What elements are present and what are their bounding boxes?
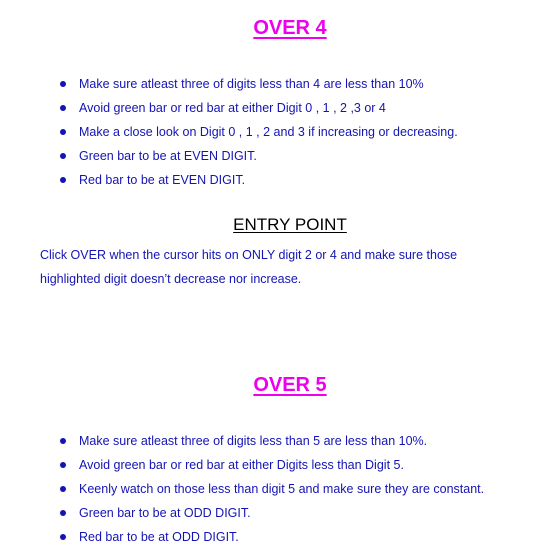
list-item (60, 72, 458, 96)
bullet-icon (60, 81, 66, 87)
bullet-icon (60, 129, 66, 135)
bullet-text: Make a close look on Digit 0 , 1 , 2 and 3 if increasing or decreasing. (79, 125, 458, 139)
list-item (60, 96, 458, 120)
over-5-bullet-list (60, 429, 484, 549)
bullet-text: Avoid green bar or red bar at either Digits less than Digit 5. (79, 458, 404, 472)
bullet-icon (60, 486, 66, 492)
bullet-icon (60, 462, 66, 468)
bullet-text: Red bar to be at ODD DIGIT. (79, 530, 239, 544)
bullet-text: Green bar to be at ODD DIGIT. (79, 506, 251, 520)
list-item (60, 525, 484, 549)
entry-point-title: ENTRY POINT (233, 215, 347, 234)
bullet-icon (60, 510, 66, 516)
paragraph-line: Click OVER when the cursor hits on ONLY digit 2 or 4 and make sure those (40, 248, 458, 262)
bullet-icon (60, 534, 66, 540)
over-4-bullet-list (60, 72, 458, 192)
bullet-icon (60, 153, 66, 159)
bullet-text: Avoid green bar or red bar at either Digit 0 , 1 , 2 ,3 or 4 (79, 101, 386, 115)
paragraph-line: highlighted digit doesn’t decrease nor increase. (40, 272, 302, 286)
bullet-text: Make sure atleast three of digits less than 4 are less than 10% (79, 77, 424, 91)
list-item (60, 453, 484, 477)
list-item (60, 120, 458, 144)
list-item (60, 501, 484, 525)
list-item (60, 144, 458, 168)
section-title-over-5: OVER 5 (253, 374, 327, 396)
list-item (60, 429, 484, 453)
bullet-icon (60, 438, 66, 444)
list-item (60, 477, 484, 501)
section-title-over-4: OVER 4 (253, 17, 327, 39)
bullet-icon (60, 105, 66, 111)
bullet-text: Red bar to be at EVEN DIGIT. (79, 173, 246, 187)
bullet-icon (60, 177, 66, 183)
entry-point-paragraph (40, 243, 540, 291)
bullet-text: Keenly watch on those less than digit 5 and make sure they are constant. (79, 482, 485, 496)
bullet-text: Green bar to be at EVEN DIGIT. (79, 149, 257, 163)
bullet-text: Make sure atleast three of digits less than 5 are less than 10%. (79, 434, 428, 448)
list-item (60, 168, 458, 192)
